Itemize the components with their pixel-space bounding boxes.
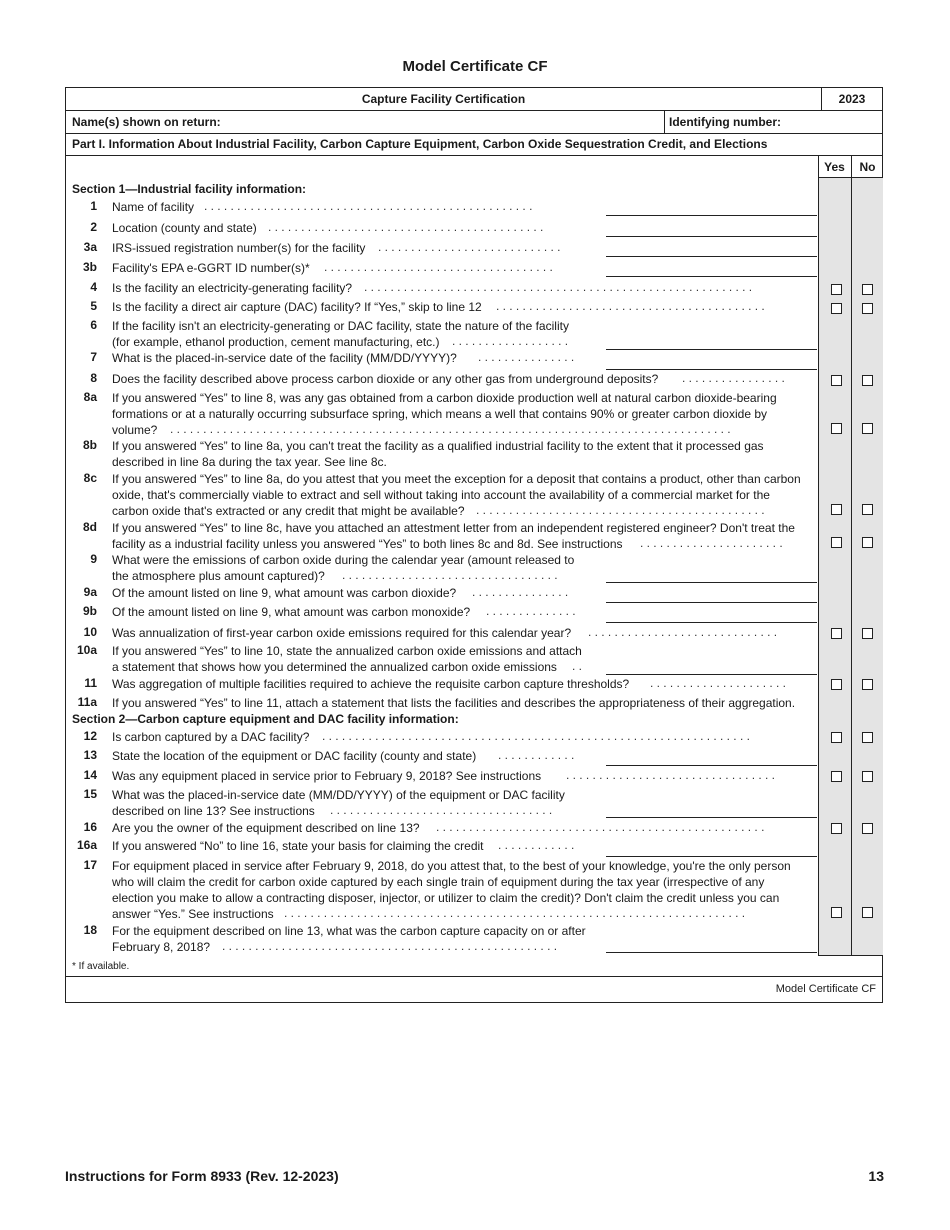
line-text: If you answered “No” to line 16, state your basis for claiming the credit bbox=[112, 839, 484, 853]
line8c-no-checkbox[interactable] bbox=[862, 504, 873, 515]
line-text: Is carbon captured by a DAC facility? bbox=[112, 730, 310, 744]
line-number: 10 bbox=[83, 625, 97, 639]
line5-yes-checkbox[interactable] bbox=[831, 303, 842, 314]
line-text: IRS-issued registration number(s) for the facility bbox=[112, 241, 366, 255]
answer-line-6[interactable] bbox=[606, 348, 817, 350]
leader-dots: ............ bbox=[498, 748, 578, 762]
line-text: the atmosphere plus amount captured)? bbox=[112, 569, 325, 583]
line-number: 13 bbox=[83, 748, 97, 762]
line8d-no-checkbox[interactable] bbox=[862, 537, 873, 548]
line17-yes-checkbox[interactable] bbox=[831, 907, 842, 918]
line-text: If you answered “Yes” to line 8, was any gas obtained from a carbon dioxide production well at natural carbon dioxide-bearing bbox=[112, 391, 777, 405]
line-text: described in line 8a during the tax year. See line 8c. bbox=[112, 455, 387, 469]
line-text: Was aggregation of multiple facilities required to achieve the requisite carbon capture thresholds? bbox=[112, 677, 630, 691]
leader-dots: ...................................................................... bbox=[284, 906, 749, 920]
answer-line-13[interactable] bbox=[606, 764, 817, 766]
line-text: Does the facility described above process carbon dioxide or any other gas from underground deposits? bbox=[112, 372, 659, 386]
names-field[interactable] bbox=[236, 111, 661, 132]
line-text: Are you the owner of the equipment described on line 13? bbox=[112, 821, 420, 835]
line-text: If you answered “Yes” to line 8a, do you attest that you meet the exception for a deposit that contains a product, other than carbon bbox=[112, 472, 801, 486]
line-number: 8a bbox=[83, 390, 97, 404]
line11-yes-checkbox[interactable] bbox=[831, 679, 842, 690]
answer-line-9b[interactable] bbox=[606, 621, 817, 623]
section2-heading: Section 2—Carbon capture equipment and DAC facility information: bbox=[72, 712, 459, 726]
line-text: Was annualization of first-year carbon oxide emissions required for this calendar year? bbox=[112, 626, 572, 640]
line-number: 16 bbox=[83, 820, 97, 834]
line-text: What was the placed-in-service date (MM/DD/YYYY) of the equipment or DAC facility bbox=[112, 788, 565, 802]
footnote: * If available. bbox=[72, 961, 130, 972]
leader-dots: .. bbox=[572, 659, 586, 673]
line-text: oxide, that's commercially viable to extract and sell without taking into account the availability of a commercial market for the bbox=[112, 488, 770, 502]
line10-no-checkbox[interactable] bbox=[862, 628, 873, 639]
line-number: 16a bbox=[76, 838, 97, 852]
leader-dots: .................................................. bbox=[436, 820, 768, 834]
certificate-form bbox=[65, 87, 883, 1003]
leader-dots: ............................................ bbox=[476, 503, 768, 517]
part1-heading: Part I. Information About Industrial Facility, Carbon Capture Equipment, Carbon Oxide Sequestration Credit, and Elections bbox=[72, 137, 768, 151]
line-text: Location (county and state) bbox=[112, 221, 257, 235]
answer-line-9[interactable] bbox=[606, 581, 817, 583]
answer-line-9a[interactable] bbox=[606, 601, 817, 603]
line8-yes-checkbox[interactable] bbox=[831, 375, 842, 386]
leader-dots: ........................................................... bbox=[364, 280, 756, 294]
leader-dots: .............. bbox=[486, 604, 579, 618]
line4-yes-checkbox[interactable] bbox=[831, 284, 842, 295]
line12-no-checkbox[interactable] bbox=[862, 732, 873, 743]
line-text: Was any equipment placed in service prior to February 9, 2018? See instructions bbox=[112, 769, 542, 783]
names-label: Name(s) shown on return: bbox=[72, 115, 221, 129]
line-number: 11a bbox=[77, 695, 97, 709]
leader-dots: ................ bbox=[682, 371, 789, 385]
line-number: 18 bbox=[83, 923, 97, 937]
leader-dots: ............................ bbox=[378, 240, 564, 254]
leader-dots: ................................................... bbox=[222, 939, 561, 953]
line-text: carbon oxide that's extracted or any credit that might be available? bbox=[112, 504, 465, 518]
line-number: 6 bbox=[90, 318, 97, 332]
leader-dots: ............... bbox=[472, 585, 572, 599]
line-text: If you answered “Yes” to line 8c, have you attached an attestment letter from an independent registered engineer? Don't treat the bbox=[112, 521, 795, 535]
certification-title: Capture Facility Certification bbox=[361, 92, 526, 106]
line-number: 8d bbox=[82, 520, 97, 534]
line-text: Of the amount listed on line 9, what amount was carbon dioxide? bbox=[112, 586, 457, 600]
line8c-yes-checkbox[interactable] bbox=[831, 504, 842, 515]
answer-line-2[interactable] bbox=[606, 235, 817, 237]
leader-dots: .................................. bbox=[330, 803, 556, 817]
line-number: 14 bbox=[83, 768, 97, 782]
no-header: No bbox=[859, 160, 876, 174]
line14-yes-checkbox[interactable] bbox=[831, 771, 842, 782]
line-number: 12 bbox=[83, 729, 97, 743]
line-text: facility as a industrial facility unless you answered “Yes” to both lines 8c and 8d. See instructions bbox=[112, 537, 623, 551]
line-number: 9b bbox=[82, 604, 97, 618]
line-number: 11 bbox=[84, 676, 97, 690]
leader-dots: ............ bbox=[498, 838, 578, 852]
line-text: Facility's EPA e-GGRT ID number(s)* bbox=[112, 261, 310, 275]
line8d-yes-checkbox[interactable] bbox=[831, 537, 842, 548]
answer-line-15[interactable] bbox=[606, 816, 817, 818]
line-text: February 8, 2018? bbox=[112, 940, 211, 954]
line-text: described on line 13? See instructions bbox=[112, 804, 315, 818]
leader-dots: ..................................................................................... bbox=[170, 422, 734, 436]
line5-no-checkbox[interactable] bbox=[862, 303, 873, 314]
line-text: (for example, ethanol production, cement manufacturing, etc.) bbox=[112, 335, 440, 349]
answer-line-18[interactable] bbox=[606, 951, 817, 953]
line-number: 3a bbox=[83, 240, 97, 254]
answer-line-10a[interactable] bbox=[606, 673, 817, 675]
line-number: 8c bbox=[83, 471, 97, 485]
leader-dots: .................. bbox=[452, 334, 572, 348]
yes-header: Yes bbox=[824, 160, 845, 174]
leader-dots: ............... bbox=[478, 350, 578, 364]
line8-no-checkbox[interactable] bbox=[862, 375, 873, 386]
form-footer: Model Certificate CF bbox=[775, 983, 876, 995]
line-number: 2 bbox=[90, 220, 97, 234]
section1-heading: Section 1—Industrial facility information: bbox=[72, 182, 307, 196]
line-number: 7 bbox=[90, 350, 97, 364]
line-text: If you answered “Yes” to line 11, attach a statement that lists the facilities and describes the appropriateness of their aggregation. bbox=[112, 696, 796, 710]
leader-dots: .................................................. bbox=[204, 199, 536, 213]
line-text: Is the facility an electricity-generating facility? bbox=[112, 281, 353, 295]
tax-year: 2023 bbox=[838, 92, 866, 106]
line10-yes-checkbox[interactable] bbox=[831, 628, 842, 639]
leader-dots: ................................................................. bbox=[322, 729, 754, 743]
line4-no-checkbox[interactable] bbox=[862, 284, 873, 295]
line16-yes-checkbox[interactable] bbox=[831, 823, 842, 834]
id-label: Identifying number: bbox=[669, 115, 781, 129]
line17-no-checkbox[interactable] bbox=[862, 907, 873, 918]
line-number: 8 bbox=[90, 371, 97, 385]
line-number: 10a bbox=[76, 643, 97, 657]
page-title: Model Certificate CF bbox=[402, 58, 548, 75]
line-text: For equipment placed in service after February 9, 2018, do you attest that, to the best of your knowledge, you're the only person bbox=[112, 859, 791, 873]
line-text: Is the facility a direct air capture (DAC) facility? If “Yes,” skip to line 12 bbox=[112, 300, 482, 314]
line-number: 1 bbox=[90, 199, 97, 213]
line-text: Name of facility bbox=[112, 200, 195, 214]
line12-yes-checkbox[interactable] bbox=[831, 732, 842, 743]
answer-line-1[interactable] bbox=[606, 214, 817, 216]
line-number: 9 bbox=[90, 552, 97, 566]
answer-line-3a[interactable] bbox=[606, 255, 817, 257]
line-text: What is the placed-in-service date of the facility (MM/DD/YYYY)? bbox=[112, 351, 457, 365]
answer-line-7[interactable] bbox=[606, 368, 817, 370]
leader-dots: ......................................... bbox=[496, 299, 768, 313]
line-number: 4 bbox=[90, 280, 97, 294]
leader-dots: ................................ bbox=[566, 768, 779, 782]
page-number: 13 bbox=[868, 1168, 884, 1184]
line8a-yes-checkbox[interactable] bbox=[831, 423, 842, 434]
line-text: State the location of the equipment or DAC facility (county and state) bbox=[112, 749, 477, 763]
line-number: 3b bbox=[82, 260, 97, 274]
line-number: 8b bbox=[82, 438, 97, 452]
line-text: For the equipment described on line 13, what was the carbon capture capacity on or after bbox=[112, 924, 586, 938]
leader-dots: ............................. bbox=[588, 625, 781, 639]
line14-no-checkbox[interactable] bbox=[862, 771, 873, 782]
answer-line-3b[interactable] bbox=[606, 275, 817, 277]
line8a-no-checkbox[interactable] bbox=[862, 423, 873, 434]
line-text: If you answered “Yes” to line 10, state the annualized carbon oxide emissions and attach bbox=[112, 644, 582, 658]
line-text: answer “Yes.” See instructions bbox=[112, 907, 274, 921]
line-text: What were the emissions of carbon oxide during the calendar year (amount released to bbox=[112, 553, 575, 567]
line-number: 17 bbox=[83, 858, 97, 872]
line16-no-checkbox[interactable] bbox=[862, 823, 873, 834]
page-footer-form: Instructions for Form 8933 (Rev. 12-2023) bbox=[65, 1168, 339, 1184]
line-text: Of the amount listed on line 9, what amount was carbon monoxide? bbox=[112, 605, 471, 619]
id-field[interactable] bbox=[791, 111, 881, 132]
line-number: 5 bbox=[90, 299, 97, 313]
line-text: If the facility isn't an electricity-generating or DAC facility, state the nature of the facility bbox=[112, 319, 569, 333]
line-text: a statement that shows how you determined the annualized carbon oxide emissions bbox=[112, 660, 557, 674]
answer-line-16a[interactable] bbox=[606, 855, 817, 857]
leader-dots: ...................... bbox=[640, 536, 786, 550]
line-text: volume? bbox=[112, 423, 158, 437]
line-text: election you make to allow a contracting disposer, injector, or utilizer to claim the credit)? Don't claim the credit unless you can bbox=[112, 891, 780, 905]
leader-dots: .......................................... bbox=[268, 220, 547, 234]
line-text: who will claim the credit for carbon oxide captured by each single train of equipment during the tax year (irrespective of any bbox=[112, 875, 765, 889]
leader-dots: ................................. bbox=[342, 568, 561, 582]
line-text: If you answered “Yes” to line 8a, you can't treat the facility as a qualified industrial facility to the extent that it processed gas bbox=[112, 439, 764, 453]
line11-no-checkbox[interactable] bbox=[862, 679, 873, 690]
line-number: 9a bbox=[83, 585, 97, 599]
line-number: 15 bbox=[83, 787, 97, 801]
leader-dots: ................................... bbox=[324, 260, 557, 274]
leader-dots: ..................... bbox=[650, 676, 790, 690]
line-text: formations or at a naturally occurring subsurface spring, which means a well that contains 90% or greater carbon dioxide by bbox=[112, 407, 768, 421]
